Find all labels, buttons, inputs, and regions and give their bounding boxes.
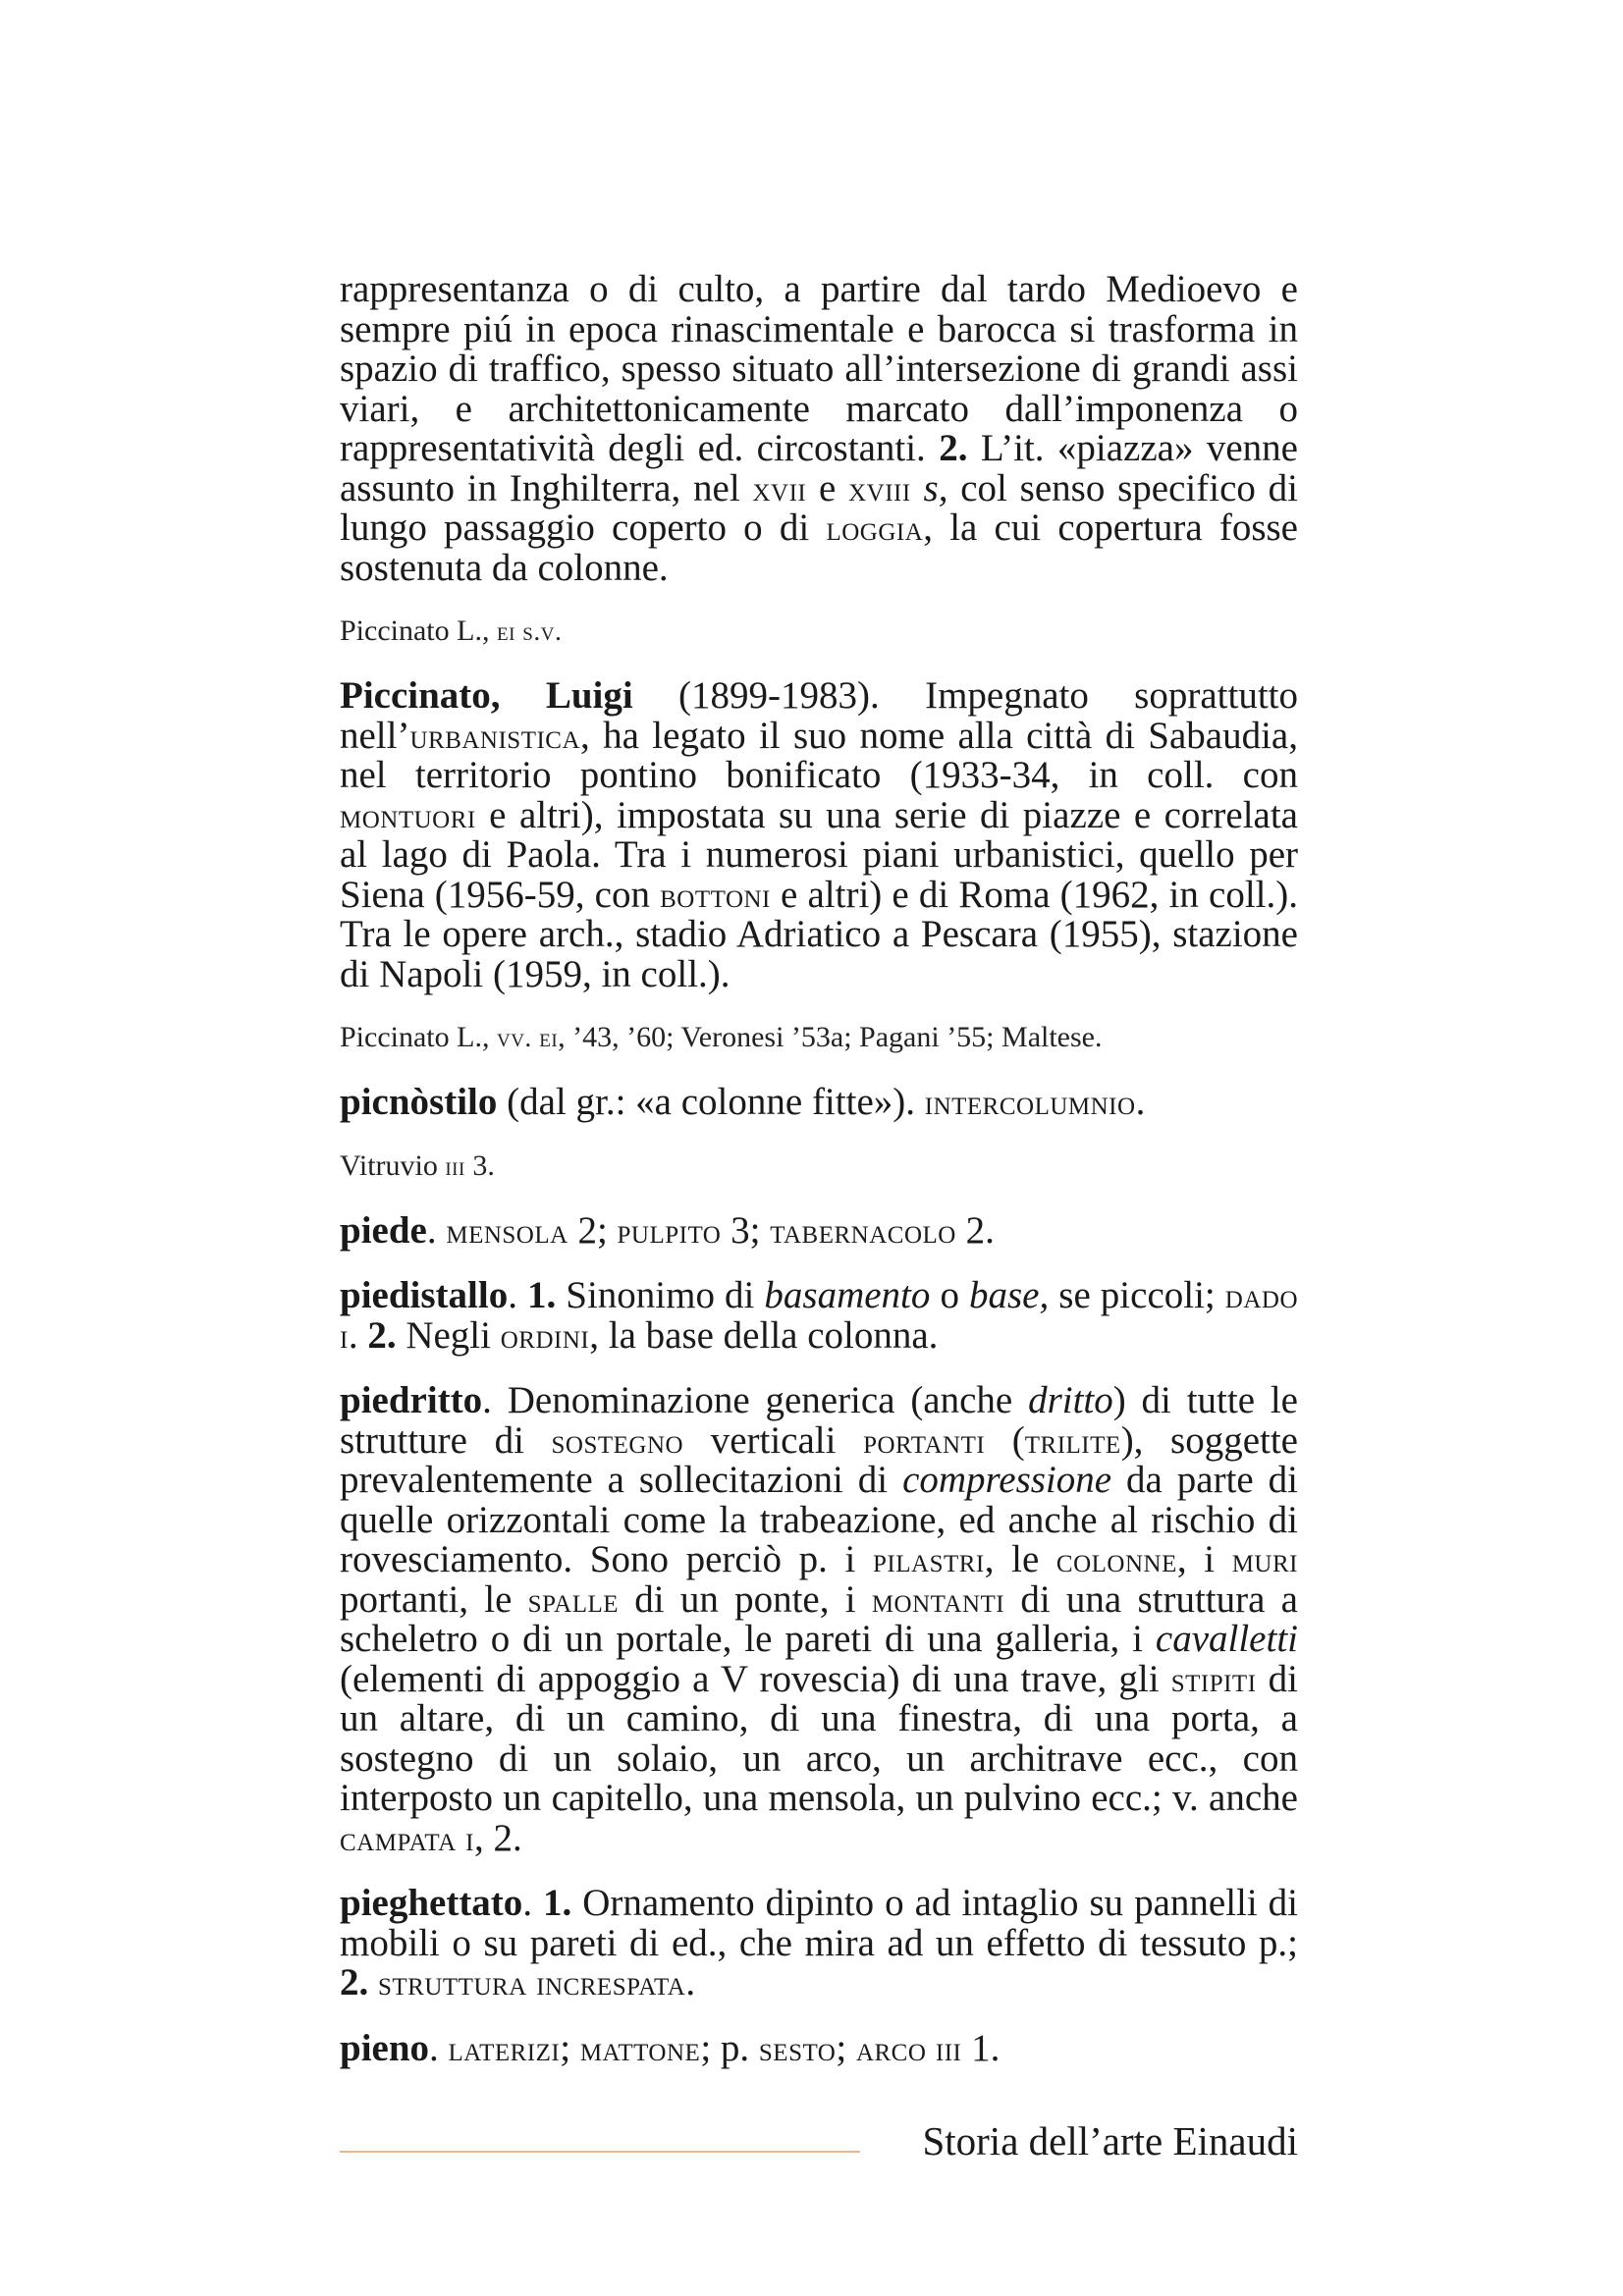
cross-reference: laterizi (448, 2028, 561, 2068)
cross-reference: intercolumnio (924, 1083, 1136, 1122)
cross-reference: mensola (446, 1210, 568, 1251)
cross-reference: dado i (340, 1276, 1299, 1356)
cross-reference: ei s.v. (496, 615, 563, 646)
entry-text: ; (836, 2026, 856, 2069)
sense-number: 1. (527, 1274, 557, 1316)
italic-term: s, (923, 466, 948, 509)
entry-text: (elementi di appoggio a V rovescia) di una trave, gli (340, 1657, 1171, 1700)
entry-text: nenza o rappresentatività degli ed. circostanti. (340, 387, 1298, 469)
cross-reference: campata i (340, 1818, 474, 1858)
entry-text: Sinonimo di (556, 1274, 765, 1316)
bibliography-note (340, 1020, 1298, 1055)
dictionary-entry (340, 1083, 1298, 1123)
dictionary-entry (340, 270, 1298, 588)
entry-text: ; p. (700, 2026, 759, 2069)
cross-reference: muri (1231, 1540, 1298, 1579)
cross-reference: mattone (579, 2028, 701, 2068)
dictionary-entry (340, 1884, 1298, 2003)
cross-reference: bottoni (660, 875, 771, 915)
entry-text (911, 467, 924, 509)
footer-rule (340, 2151, 860, 2153)
entry-text: 1. (961, 2026, 1001, 2069)
entry-text: . (522, 1882, 544, 1924)
entry-text: L’it. «piazza» venne assunto in Inghilterra, nel (340, 427, 1298, 509)
entry-text: . (348, 1313, 368, 1357)
entry-text: da parte di quelle orizzontali come la trabeazione, ed anche al rischio di rovesciamento. Sono perciò p. i (340, 1459, 1299, 1580)
cross-reference: ordini (500, 1315, 590, 1356)
headword: piedistallo (340, 1274, 509, 1316)
entry-text: Vitruvio (340, 1148, 446, 1182)
entry-text: ), soggette prevalentemente a sollecitazioni di (340, 1418, 1298, 1501)
entry-text: Piccinato L., (340, 614, 497, 647)
entry-text: se piccoli; (1049, 1274, 1225, 1316)
entry-text (368, 1961, 378, 2003)
entry-text: (dal gr.: «a colonne fitte»). (497, 1081, 925, 1123)
entry-text: . Denominazione generica (anche (482, 1379, 1029, 1421)
entry-text: e (806, 466, 849, 509)
cross-reference: pulpito (617, 1210, 722, 1251)
sense-number: 2. (340, 1961, 369, 2003)
entry-text: rappresentanza o di culto, a partire dal tardo Medioevo e sempre piú in epoca rinascimentale e barocca si trasforma in spazio di traffico, spesso situato all’intersezione di grandi assi viari, e architettonicamente marcato dall’impo (340, 268, 1298, 430)
cross-reference: vv. ei (496, 1022, 559, 1052)
entry-text: (1899-1983). Impegnato soprattutto nell’ (340, 674, 1298, 757)
italic-term: basamento (764, 1274, 931, 1316)
cross-reference: arco iii (855, 2028, 962, 2068)
entry-text: portanti, le (340, 1577, 528, 1621)
entry-text: ; (560, 2026, 580, 2069)
entry-text: ) di tutte le strutture di (340, 1379, 1298, 1462)
entry-text: , le (984, 1538, 1056, 1580)
entry-text: , la cui copertura fosse sostenuta da colonne. (340, 507, 1298, 589)
entry-text: ( (985, 1418, 1025, 1462)
headword: Piccinato, Luigi (340, 674, 633, 717)
page-footer (340, 2116, 1298, 2165)
entry-text: o (930, 1274, 969, 1316)
dictionary-entry (340, 1208, 1298, 1252)
bibliography-note (340, 614, 1298, 649)
footer-brand: Storia dell’arte Einaudi (922, 2118, 1298, 2163)
entry-text: 3. (464, 1148, 495, 1182)
headword: piede (340, 1208, 427, 1252)
cross-reference: sostegno (551, 1420, 684, 1461)
cross-reference: stipiti (1170, 1659, 1257, 1699)
dictionary-entry (340, 1381, 1298, 1858)
cross-reference: portanti (863, 1420, 986, 1461)
page-body (340, 270, 1298, 2094)
cross-reference: montanti (871, 1579, 1005, 1620)
entry-text: . (1135, 1081, 1146, 1123)
cross-reference: iii (445, 1149, 465, 1181)
italic-term: cavalletti (1155, 1618, 1298, 1660)
entry-text: di un ponte, i (619, 1577, 872, 1621)
cross-reference: struttura increspata (378, 1963, 686, 2002)
cross-reference: pilastri (873, 1540, 985, 1579)
sense-number: 2. (367, 1313, 397, 1357)
dictionary-entry (340, 676, 1298, 994)
cross-reference: sesto (758, 2028, 837, 2068)
entry-text: , ha legato il suo nome alla città di Sabaudia, nel territorio pontino bonificato (1933-34, in coll. con (340, 714, 1298, 796)
entry-text: , la base della colonna. (589, 1313, 939, 1357)
italic-term: base, (968, 1274, 1050, 1316)
sense-number: 1. (543, 1882, 572, 1924)
cross-reference: xvii (752, 468, 807, 508)
entry-text: col senso specifico di lungo passaggio coperto o di (340, 466, 1299, 549)
italic-term: dritto (1028, 1379, 1113, 1421)
entry-text: e altri), impostata su una serie di piazze e correlata al lago di Paola. Tra i numerosi piani urbanistici, quello per Siena (1956-59, con (340, 793, 1298, 916)
cross-reference: xviii (848, 468, 911, 508)
cross-reference: montuori (340, 795, 476, 835)
italic-term: compressione (902, 1459, 1112, 1501)
entry-text: e altri) e di Roma (1962, in coll.). Tra le opere arch., stadio Adriatico a Pescara (1955), stazione di Napoli (1959, in coll.). (340, 873, 1298, 995)
entry-text: di una struttura a scheletro o di un portale, le pareti di una galleria, i (340, 1577, 1298, 1660)
cross-reference: trilite (1024, 1420, 1121, 1461)
cross-reference: spalle (527, 1579, 620, 1620)
cross-reference: urbanistica (409, 716, 581, 756)
cross-reference: tabernacolo (770, 1210, 956, 1251)
entry-text: , i (1176, 1538, 1232, 1580)
dictionary-entry (340, 2026, 1298, 2069)
cross-reference: loggia (826, 508, 924, 548)
headword: piedritto (340, 1379, 483, 1421)
entry-text: . (429, 2026, 449, 2069)
entry-text: Piccinato L., (340, 1021, 497, 1053)
entry-text: . (685, 1961, 696, 2003)
headword: pieghettato (340, 1882, 523, 1924)
entry-text: Ornamento dipinto o ad intaglio su pannelli di mobili o su pareti di ed., che mira ad un effetto di tessuto p.; (340, 1882, 1298, 1964)
bibliography-note (340, 1148, 1298, 1184)
entry-text: . (508, 1274, 527, 1316)
dictionary-entry (340, 1276, 1298, 1356)
cross-reference: colonne (1055, 1540, 1177, 1579)
entry-text: di un altare, di un camino, di una finestra, di una porta, a sostegno di un solaio, un arco, un architrave ecc., con interposto un capitello, una mensola, un pulvino ecc.; v. anche (340, 1657, 1298, 1819)
headword: pieno (340, 2026, 430, 2069)
entry-text: . (426, 1208, 447, 1252)
entry-text: 2; (568, 1208, 618, 1252)
entry-text: 2. (955, 1208, 995, 1252)
entry-text: , 2. (473, 1816, 522, 1859)
entry-text: Negli (396, 1313, 501, 1357)
entry-text: 3; (721, 1208, 771, 1252)
sense-number: 2. (939, 427, 968, 469)
headword: picnòstilo (340, 1081, 498, 1123)
entry-text: verticali (683, 1418, 864, 1462)
entry-text: , ’43, ’60; Veronesi ’53a; Pagani ’55; Maltese. (558, 1021, 1103, 1053)
